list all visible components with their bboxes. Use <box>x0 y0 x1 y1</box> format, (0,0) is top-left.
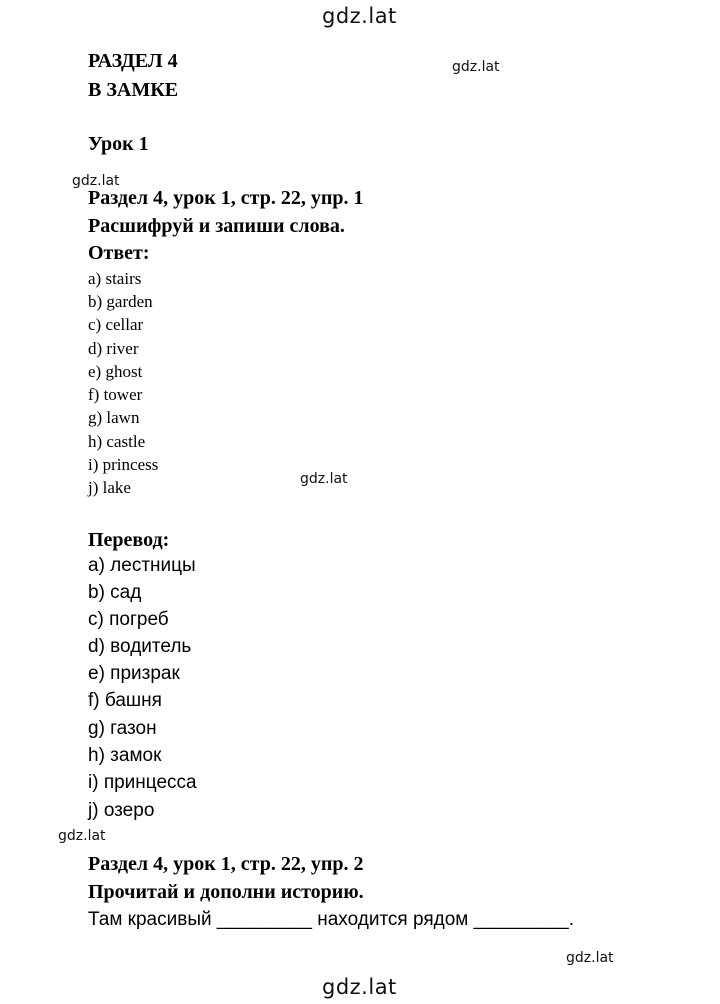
translation-item: d) водитель <box>88 636 192 657</box>
answer-item: a) stairs <box>88 269 142 288</box>
answer-item: d) river <box>88 339 139 358</box>
answer-item: h) castle <box>88 432 146 451</box>
watermark-right-upper: gdz.lat <box>452 59 500 75</box>
translation-label: Перевод: <box>88 529 170 551</box>
watermark-bottom: gdz.lat <box>322 975 397 999</box>
exercise2-task: Прочитай и дополни историю. <box>88 881 364 903</box>
answer-label: Ответ: <box>88 242 150 264</box>
watermark-left-upper: gdz.lat <box>72 173 120 189</box>
watermark-right-lower: gdz.lat <box>566 950 614 966</box>
translation-item: c) погреб <box>88 609 169 630</box>
translation-item: j) озеро <box>88 800 155 821</box>
lesson-title: Урок 1 <box>88 133 149 155</box>
watermark-left-lower: gdz.lat <box>58 828 106 844</box>
answer-item: j) lake <box>88 478 131 497</box>
section-title: РАЗДЕЛ 4 <box>88 50 178 72</box>
watermark-middle: gdz.lat <box>300 471 348 487</box>
answer-item: b) garden <box>88 292 153 311</box>
translation-item: e) призрак <box>88 663 180 684</box>
translation-item: а) лестницы <box>88 555 196 576</box>
exercise2-sentence: Там красивый _________ находится рядом _________. <box>88 909 575 930</box>
answer-item: g) lawn <box>88 408 140 427</box>
exercise1-task: Расшифруй и запиши слова. <box>88 215 345 237</box>
answer-item: f) tower <box>88 385 143 404</box>
answer-item: c) cellar <box>88 315 144 334</box>
translation-item: h) замок <box>88 745 162 766</box>
exercise1-heading: Раздел 4, урок 1, стр. 22, упр. 1 <box>88 187 364 209</box>
translation-item: f) башня <box>88 690 162 711</box>
section-subtitle: В ЗАМКЕ <box>88 79 179 101</box>
translation-item: i) принцесса <box>88 772 197 793</box>
answer-item: e) ghost <box>88 362 143 381</box>
watermark-top: gdz.lat <box>322 4 397 28</box>
translation-item: b) сад <box>88 582 142 603</box>
answer-item: i) princess <box>88 455 159 474</box>
exercise2-heading: Раздел 4, урок 1, стр. 22, упр. 2 <box>88 853 364 875</box>
translation-item: g) газон <box>88 718 157 739</box>
